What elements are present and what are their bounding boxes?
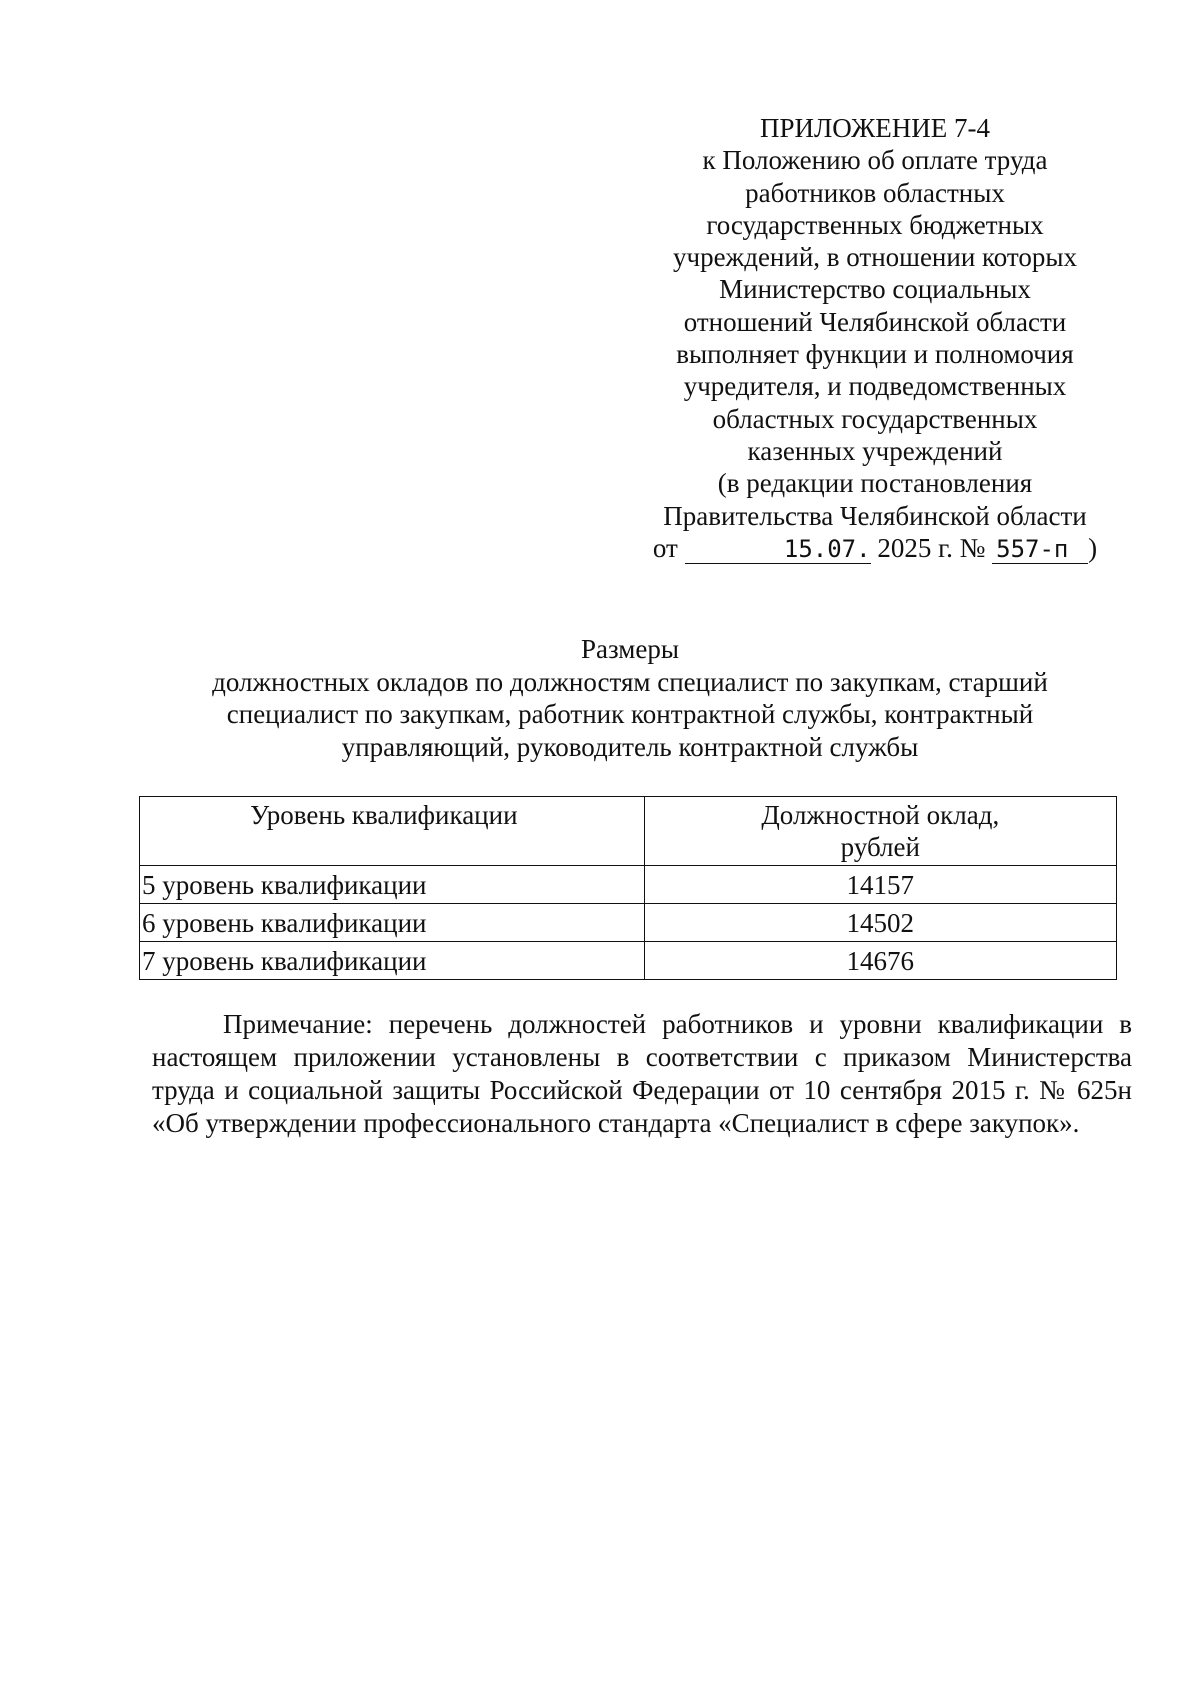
appendix-line: работников областных xyxy=(745,177,1005,208)
appendix-line: Правительства Челябинской области xyxy=(663,500,1087,531)
title-heading: Размеры xyxy=(581,634,679,664)
table-header-row xyxy=(140,797,1117,866)
title-line: специалист по закупкам, работник контрактной службы, контрактный xyxy=(226,699,1034,729)
table-row xyxy=(140,904,1117,942)
salary-cell: 14676 xyxy=(644,942,1116,980)
title-line: управляющий, руководитель контрактной службы xyxy=(341,731,919,762)
salary-table xyxy=(139,796,1117,980)
resolution-date: 15.07. xyxy=(685,535,871,564)
salary-cell: 14157 xyxy=(644,866,1116,904)
appendix-title: ПРИЛОЖЕНИЕ 7-4 xyxy=(759,113,991,143)
appendix-line: учреждений, в отношении которых xyxy=(672,242,1078,273)
resolution-number: 557-п xyxy=(992,535,1088,564)
table-row xyxy=(140,866,1117,904)
appendix-line: государственных бюджетных xyxy=(706,209,1044,240)
appendix-line: Министерство социальных xyxy=(719,274,1031,305)
date-prefix: от xyxy=(652,532,678,563)
table-row xyxy=(140,942,1117,980)
document-title xyxy=(160,633,1100,763)
year-text: 2025 г. № xyxy=(877,532,986,563)
qualification-level-cell: 7 уровень квалификации xyxy=(140,942,645,980)
header-qualification-level: Уровень квалификации xyxy=(140,797,645,866)
appendix-line: к Положению об оплате труда xyxy=(702,145,1048,176)
header-salary-line1: Должностной оклад, xyxy=(761,800,1000,830)
header-salary xyxy=(644,797,1116,866)
appendix-line: (в редакции постановления xyxy=(717,468,1033,499)
appendix-line: областных государственных xyxy=(712,403,1038,434)
appendix-line: выполняет функции и полномочия xyxy=(676,339,1074,370)
footnote: Примечание: перечень должностей работников и уровни квалификации в настоящем приложении установлены в соответствии с приказом Министерства труда и социальной защиты Российской Федерации от 10 сентября 2015 г. № 625н «Об утверждении профессионального стандарта «Специалист в сфере закупок». xyxy=(152,1009,1132,1138)
appendix-header xyxy=(650,112,1100,564)
header-salary-line2: рублей xyxy=(840,832,920,862)
qualification-level-cell: 5 уровень квалификации xyxy=(140,866,645,904)
salary-cell: 14502 xyxy=(644,904,1116,942)
appendix-line: учредителя, и подведомственных xyxy=(683,371,1067,402)
appendix-line: казенных учреждений xyxy=(747,435,1003,466)
closing-paren: ) xyxy=(1088,532,1098,563)
qualification-level-cell: 6 уровень квалификации xyxy=(140,904,645,942)
appendix-line: отношений Челябинской области xyxy=(683,306,1067,337)
title-line: должностных окладов по должностям специалист по закупкам, старший xyxy=(212,666,1048,697)
resolution-date-line xyxy=(650,532,1100,564)
